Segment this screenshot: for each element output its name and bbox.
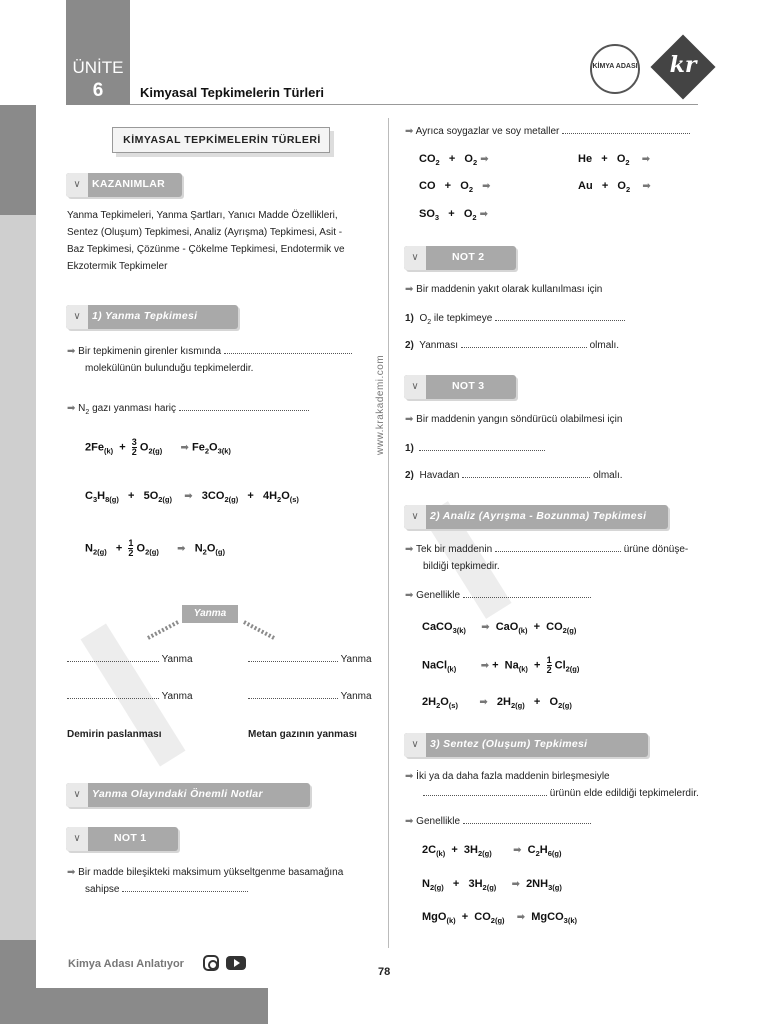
left-band xyxy=(0,105,36,215)
n2-symbol: N xyxy=(78,403,86,414)
analiz-pill xyxy=(404,505,668,529)
equation: CO + $O_2$ ➡ xyxy=(419,180,491,195)
blank-line xyxy=(462,468,590,478)
pill-label: KAZANIMLAR xyxy=(92,178,165,190)
item-number: 2) xyxy=(405,470,414,481)
yanma-word: Yanma xyxy=(161,654,193,665)
caption-right: Metan gazının yanması xyxy=(248,729,357,740)
equation: NaCl$_{(k)}$ ➡ + $Na_{(k)}$ + $\frac{1}{2}$ $Cl_{2(g)}$ xyxy=(422,655,580,675)
pill-label: 2) Analiz (Ayrışma - Bozunma) Tepkimesi xyxy=(430,510,647,522)
equation: $N_{2(g)} + 3H_{2(g)}$ ➡ $2NH_{3(g)}$ xyxy=(422,878,562,893)
item-text: Yanması xyxy=(419,340,459,351)
bullet-text: molekülünün bulunduğu tepkimelerdir. xyxy=(85,363,254,374)
equation: $He + O_2$ ➡ xyxy=(578,153,651,168)
pill-label: NOT 2 xyxy=(452,251,485,263)
bullet-line xyxy=(405,541,688,558)
fill-line xyxy=(248,688,372,705)
item-text: ile tepkimeye xyxy=(431,313,493,324)
blank-line xyxy=(419,441,545,451)
list-item xyxy=(405,467,623,484)
not2-pill xyxy=(404,246,516,270)
bullet-line xyxy=(67,400,309,421)
arrow-right-icon: ➡ xyxy=(405,126,414,137)
equation: $CO_2 + O_2$ ➡ xyxy=(419,153,489,168)
yanma-tag: Yanma xyxy=(182,605,238,623)
bullet-line xyxy=(405,123,690,140)
arrow-right-icon: ➡ xyxy=(405,771,414,782)
blank-line xyxy=(461,338,587,348)
bullet-text: İki ya da daha fazla maddenin birleşmesiyle xyxy=(416,771,610,782)
pill-label: 3) Sentez (Oluşum) Tepkimesi xyxy=(430,738,588,750)
kazanim-line: Yanma Tepkimeleri, Yanma Şartları, Yanıcı Madde Özellikleri, xyxy=(67,210,338,221)
bullet-line xyxy=(67,864,343,881)
arrow-right-icon: ➡ xyxy=(67,403,76,414)
bullet-line xyxy=(405,281,602,298)
arrow-right-icon: ➡ xyxy=(405,544,414,555)
arrow-left-down-icon xyxy=(147,620,179,639)
bullet-line xyxy=(85,881,248,898)
bullet-line xyxy=(405,587,591,604)
unite-badge xyxy=(66,0,130,105)
blank-line xyxy=(224,344,352,354)
arrow-right-icon: ➡ xyxy=(67,346,76,357)
section-title: KİMYASAL TEPKİMELERİN TÜRLERİ xyxy=(123,134,321,146)
chevron-down-icon: ∨ xyxy=(66,827,88,851)
bullet-line xyxy=(405,411,622,428)
fill-line xyxy=(67,651,193,668)
fill-line xyxy=(248,651,372,668)
chevron-down-icon: ∨ xyxy=(404,246,426,270)
equation: $C_3H_{8(g)} + 5O_{2(g)}$ ➡ $3CO_{2(g)} + 4H_2O_{(s)}$ xyxy=(85,490,299,505)
sentez-pill xyxy=(404,733,648,757)
arrow-right-icon: ➡ xyxy=(405,284,414,295)
arrow-right-icon: ➡ xyxy=(67,867,76,878)
chevron-down-icon: ∨ xyxy=(404,733,426,757)
bullet-line xyxy=(405,768,610,785)
arrow-right-down-icon xyxy=(243,620,275,639)
item-number: 2) xyxy=(405,340,414,351)
bullet-text: Bir madde bileşikteki maksimum yükseltgenme basamağına xyxy=(78,867,344,878)
equation: $2C_{(k)} + 3H_{2(g)}$ ➡ $C_2H_{6(g)}$ xyxy=(422,844,562,859)
bullet-text: Bir maddenin yangın söndürücü olabilmesi için xyxy=(416,414,623,425)
fill-line xyxy=(67,688,193,705)
pill-label: NOT 1 xyxy=(114,832,147,844)
blank-line xyxy=(463,588,591,598)
blank-line xyxy=(248,689,338,699)
notlar-pill xyxy=(66,783,310,807)
blank-line xyxy=(122,882,248,892)
left-band-light xyxy=(0,215,36,940)
item-text: olmalı. xyxy=(593,470,623,481)
kimya-adasi-logo xyxy=(590,44,640,94)
blank-line xyxy=(179,401,309,411)
kr-logo-text: kr xyxy=(669,52,697,78)
section-title-box xyxy=(112,127,330,153)
bullet-line xyxy=(405,813,591,830)
header-divider xyxy=(130,104,698,105)
unite-number: 6 xyxy=(92,80,104,101)
kazanim-line: Baz Tepkimesi, Çözünme - Çökelme Tepkimesi, Endotermik ve xyxy=(67,244,345,255)
blank-line xyxy=(67,689,159,699)
blank-line xyxy=(495,542,621,552)
bullet-line xyxy=(67,343,352,360)
logo-text: KİMYA ADASI xyxy=(592,63,638,70)
blank-line xyxy=(562,124,690,134)
n2-subscript: 2 xyxy=(85,409,90,416)
bullet-text: sahipse xyxy=(85,884,120,895)
bottom-bar xyxy=(36,988,268,1024)
bullet-text: Bir tepkimenin girenler kısmında xyxy=(78,346,222,357)
footer-brand: Kimya Adası Anlatıyor xyxy=(68,958,184,970)
pill-label: Yanma Olayındaki Önemli Notlar xyxy=(92,788,263,800)
bullet-text: Genellikle xyxy=(416,590,461,601)
o2-symbol: O xyxy=(419,313,428,324)
caption-left: Demirin paslanması xyxy=(67,729,162,740)
chevron-down-icon: ∨ xyxy=(66,173,88,197)
equation: CaCO$_{3(k)}$ ➡ $CaO_{(k)} + CO_{2(g)}$ xyxy=(422,621,577,636)
blank-line xyxy=(67,652,159,662)
bullet-text: Tek bir maddenin xyxy=(416,544,493,555)
page-title: Kimyasal Tepkimelerin Türleri xyxy=(140,85,324,100)
item-number: 1) xyxy=(405,313,414,324)
bullet-text: bildiği tepkimedir. xyxy=(423,561,500,572)
arrow-right-icon: ➡ xyxy=(405,590,414,601)
item-text: olmalı. xyxy=(589,340,620,351)
yanma-word: Yanma xyxy=(161,691,193,702)
not1-pill xyxy=(66,827,178,851)
blank-line xyxy=(495,311,625,321)
yanma-word: Yanma xyxy=(340,654,372,665)
equation: $Au + O_2$ ➡ xyxy=(578,180,651,195)
equation: $N_{2(g)}$ + $\frac{1}{2}$ $O_{2(g)}$ ➡ $N_2O_{(g)}$ xyxy=(85,538,225,558)
pill-label: 1) Yanma Tepkimesi xyxy=(92,310,198,322)
bullet-text: Genellikle xyxy=(416,816,461,827)
blank-line xyxy=(248,652,338,662)
equation: $2Fe_{(k)}$ + $\frac{3}{2}$ $O_{2(g)}$ ➡ $Fe_2O_{3(k)}$ xyxy=(85,437,231,457)
chevron-down-icon: ∨ xyxy=(66,783,88,807)
unite-label: ÜNİTE xyxy=(72,58,124,77)
chevron-down-icon: ∨ xyxy=(404,505,426,529)
bullet-text: Ayrıca soygazlar ve soy metaller xyxy=(415,126,560,137)
bottom-left-band xyxy=(0,940,36,1024)
item-number: 1) xyxy=(405,443,414,454)
yanma-word: Yanma xyxy=(340,691,372,702)
o2-subscript: 2 xyxy=(427,319,432,326)
equation: $MgO_{(k)} + CO_{2(g)}$ ➡ MgCO$_{3(k)}$ xyxy=(422,911,577,926)
bullet-text: gazı yanması hariç xyxy=(89,403,177,414)
blank-line xyxy=(423,786,547,796)
arrow-right-icon: ➡ xyxy=(405,414,414,425)
page-number: 78 xyxy=(378,966,391,978)
pill-label: NOT 3 xyxy=(452,380,485,392)
kazanimlar-pill xyxy=(66,173,182,197)
list-item xyxy=(405,337,619,354)
list-item xyxy=(405,440,545,457)
yanma-pill xyxy=(66,305,238,329)
chevron-down-icon: ∨ xyxy=(66,305,88,329)
bullet-line xyxy=(423,785,699,802)
chevron-down-icon: ∨ xyxy=(404,375,426,399)
kazanim-line: Ekzotermik Tepkimeler xyxy=(67,261,168,272)
instagram-icon[interactable] xyxy=(203,955,219,971)
list-item xyxy=(405,310,625,331)
arrow-right-icon: ➡ xyxy=(405,816,414,827)
not3-pill xyxy=(404,375,516,399)
item-text: Havadan xyxy=(419,470,460,481)
kazanim-line: Sentez (Oluşum) Tepkimesi, Analiz (Ayrışma) Tepkimesi, Asit - xyxy=(67,227,343,238)
equation: $SO_3 + O_2$ ➡ xyxy=(419,208,489,223)
bullet-text: ürüne dönüşe- xyxy=(623,544,689,555)
watermark: www.krakademi.com xyxy=(375,354,386,455)
column-divider xyxy=(388,118,389,948)
youtube-icon[interactable] xyxy=(226,956,246,970)
equation: $2H_2O_{(s)}$ ➡ $2H_{2(g)} + O_{2(g)}$ xyxy=(422,696,572,711)
blank-line xyxy=(463,814,591,824)
bullet-text: ürünün elde edildiği tepkimelerdir. xyxy=(549,788,699,799)
bullet-text: Bir maddenin yakıt olarak kullanılması için xyxy=(416,284,603,295)
